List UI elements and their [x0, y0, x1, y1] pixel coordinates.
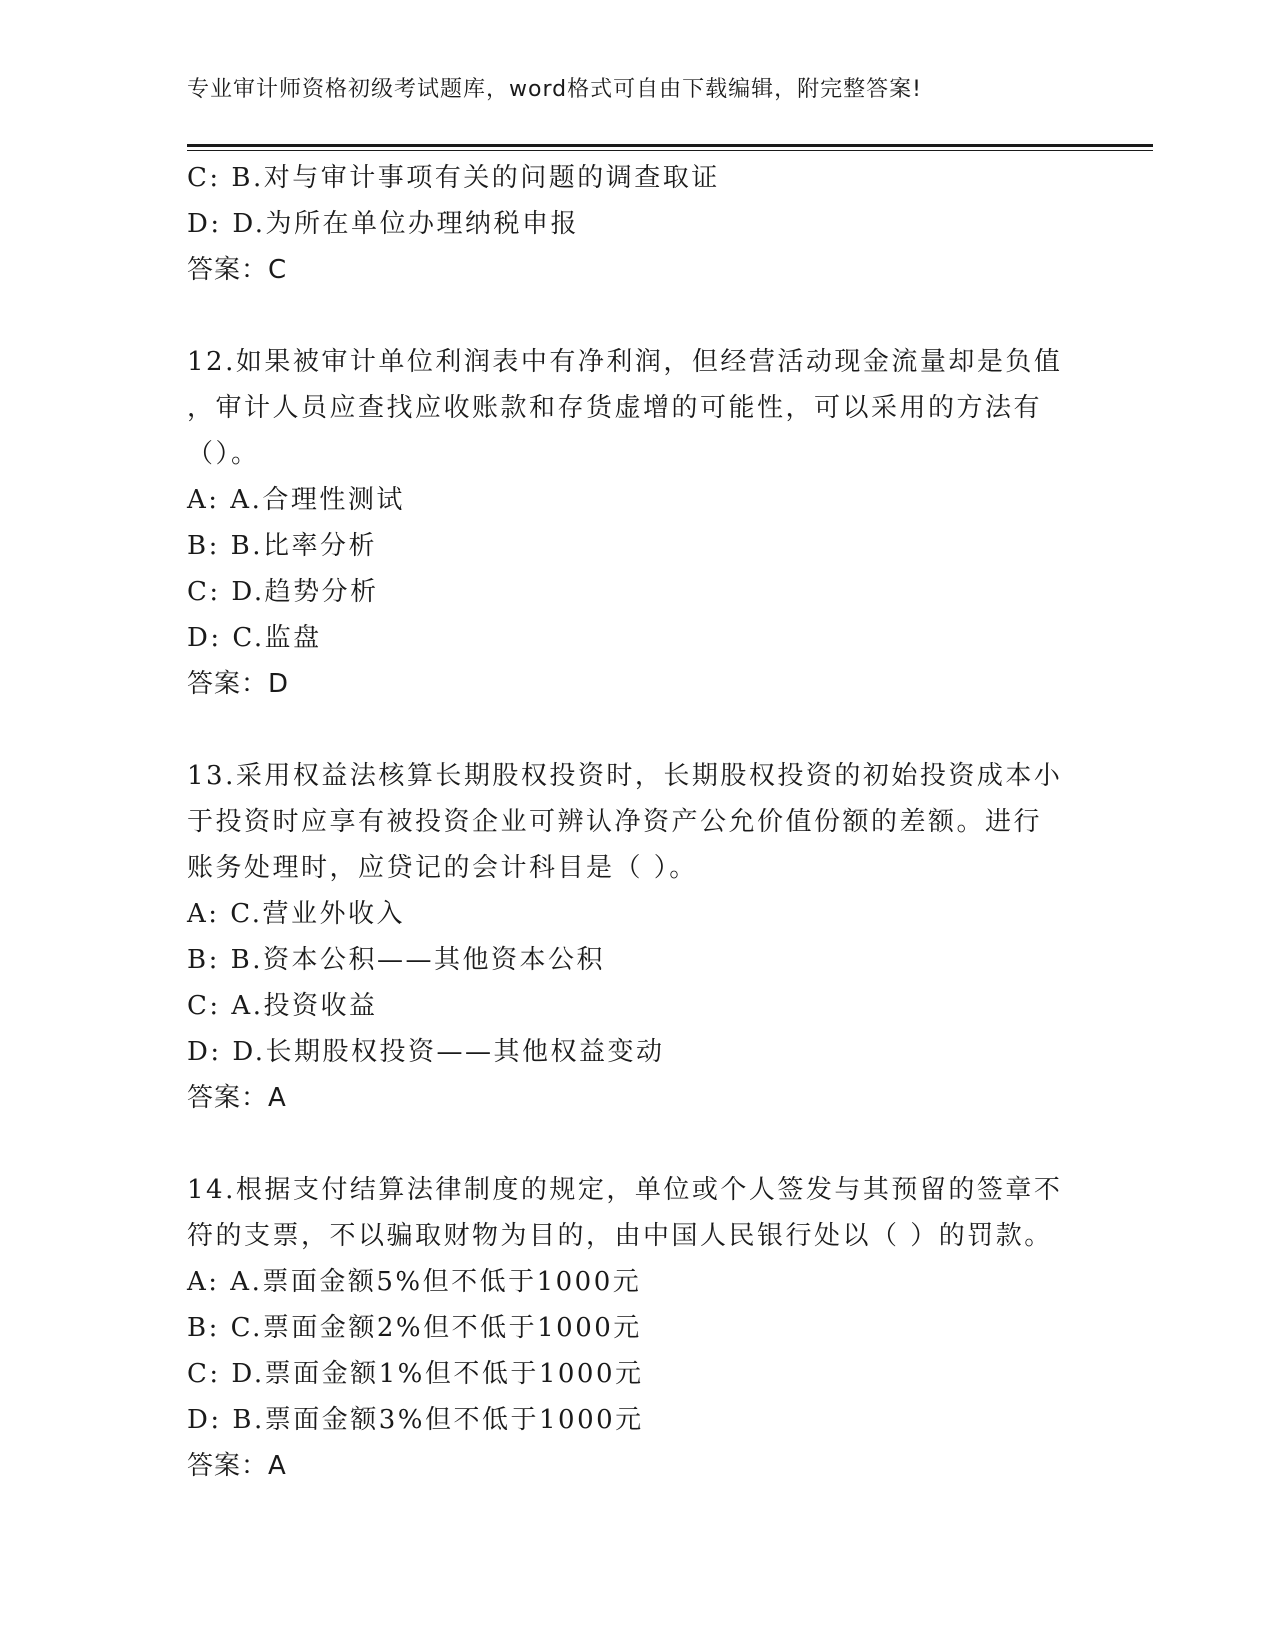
question-text-line: 12.如果被审计单位利润表中有净利润，但经营活动现金流量却是负值: [187, 347, 1063, 377]
header-rule-thick: [187, 144, 1153, 147]
question-13: [187, 753, 1087, 1121]
document-body: [187, 155, 1087, 1489]
answer: 答案：A: [187, 1451, 287, 1481]
spacer: [187, 1121, 1087, 1167]
option-d: D: B.票面金额3%但不低于1000元: [187, 1405, 644, 1435]
option-c: C: D.趋势分析: [187, 577, 379, 607]
spacer: [187, 293, 1087, 339]
question-text-line: 14.根据支付结算法律制度的规定，单位或个人签发与其预留的签章不: [187, 1175, 1063, 1205]
question-text-line: （）。: [187, 439, 260, 469]
option-c: C: A.投资收益: [187, 991, 378, 1021]
page-header: 专业审计师资格初级考试题库，word格式可自由下载编辑，附完整答案!: [187, 77, 922, 102]
option-b: B: B.比率分析: [187, 531, 378, 561]
option-c: C: D.票面金额1%但不低于1000元: [187, 1359, 644, 1389]
option-a: A: A.合理性测试: [187, 485, 405, 515]
question-text-line: 账务处理时，应贷记的会计科目是（ ）。: [187, 853, 698, 883]
question-14: [187, 1167, 1087, 1489]
option-d: D: D.为所在单位办理纳税申报: [187, 209, 580, 239]
option-c: C: B.对与审计事项有关的问题的调查取证: [187, 163, 720, 193]
option-d: D: C.监盘: [187, 623, 322, 653]
question-text-line: 于投资时应享有被投资企业可辨认净资产公允价值份额的差额。进行: [187, 807, 1043, 837]
option-d: D: D.长期股权投资——其他权益变动: [187, 1037, 665, 1067]
answer: 答案：C: [187, 255, 288, 285]
spacer: [187, 707, 1087, 753]
question-text-line: ，审计人员应查找应收账款和存货虚增的可能性，可以采用的方法有: [187, 393, 1043, 423]
header-rule-thin: [187, 150, 1153, 151]
answer: 答案：D: [187, 669, 290, 699]
option-b: B: B.资本公积——其他资本公积: [187, 945, 606, 975]
option-b: B: C.票面金额2%但不低于1000元: [187, 1313, 642, 1343]
question-text-line: 符的支票，不以骗取财物为目的，由中国人民银行处以（ ）的罚款。: [187, 1221, 1053, 1251]
question-12: [187, 339, 1087, 707]
option-a: A: A.票面金额5%但不低于1000元: [187, 1267, 642, 1297]
question-text-line: 13.采用权益法核算长期股权投资时，长期股权投资的初始投资成本小: [187, 761, 1063, 791]
answer: 答案：A: [187, 1083, 287, 1113]
option-a: A: C.营业外收入: [187, 899, 406, 929]
